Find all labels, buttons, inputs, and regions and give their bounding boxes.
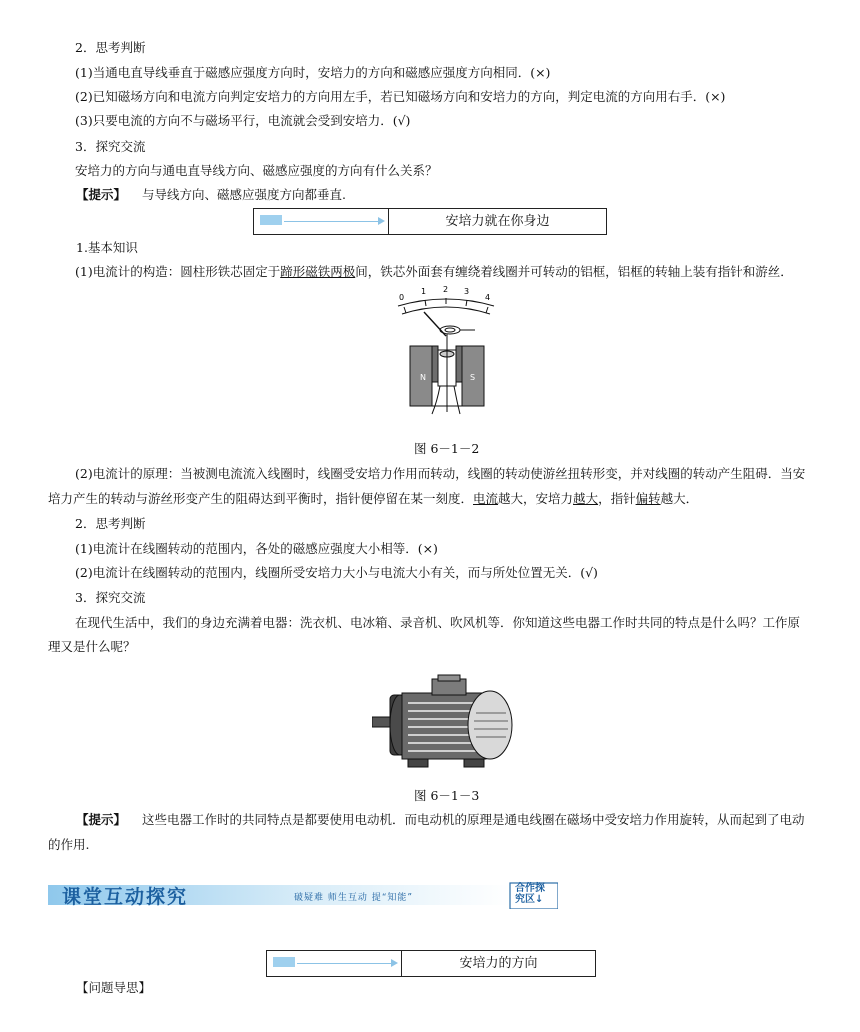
heading-exploration-2: 3．探究交流 bbox=[75, 590, 146, 605]
heading-judgment-2: 2．思考判断 bbox=[75, 516, 146, 531]
scale-1: 1 bbox=[421, 287, 427, 296]
section-tag-2 bbox=[267, 951, 402, 976]
galvanometer-figure bbox=[390, 284, 502, 424]
judgment-item-1: (1)当通电直导线垂直于磁感应强度方向时，安培力的方向和磁感应强度方向相同．(×) bbox=[75, 65, 551, 80]
tag-icon bbox=[260, 215, 282, 225]
scale-4: 4 bbox=[485, 293, 491, 302]
figure-caption-6-1-3: 图 6－1－3 bbox=[414, 788, 480, 803]
hint2-row bbox=[76, 810, 805, 828]
section-title: 安培力就在你身边 bbox=[445, 214, 550, 229]
arrow-icon-2 bbox=[391, 959, 398, 967]
heading-basic-knowledge: 1.基本知识 bbox=[76, 240, 138, 255]
section-title-2: 安培力的方向 bbox=[459, 956, 538, 971]
south-pole-label: S bbox=[470, 373, 476, 382]
hint2-text-line1: 这些电器工作时的共同特点是都要使用电动机．而电动机的原理是通电线圈在磁场中受安培力作用旋转，从而起到了电动 bbox=[142, 812, 805, 827]
exploration-question: 安培力的方向与通电直导线方向、磁感应强度的方向有什么关系？ bbox=[75, 163, 438, 178]
hint2-label: 【提示】 bbox=[76, 812, 127, 827]
arrow-icon bbox=[378, 217, 385, 225]
banner-slogan: 破疑难 师生互动 提“知能” bbox=[294, 893, 413, 903]
electric-motor-figure bbox=[372, 673, 518, 773]
question-guide-label: 【问题导思】 bbox=[76, 980, 152, 995]
galvanometer-principle-line1: (2)电流计的原理：当被测电流流入线圈时，线圈受安培力作用而转动，线圈的转动使游丝扭转形变，并对线圈的转动产生阻碍．当安 bbox=[75, 466, 806, 481]
judgment-item-3: (3)只要电流的方向不与磁场平行，电流就会受到安培力．(√) bbox=[75, 113, 411, 128]
judgment2-item-1: (1)电流计在线圈转动的范围内，各处的磁感应强度大小相等．(×) bbox=[75, 541, 438, 556]
scale-0: 0 bbox=[399, 293, 405, 302]
north-pole-label: N bbox=[420, 373, 426, 382]
judgment-item-2: (2)已知磁场方向和电流方向判定安培力的方向用左手，若已知磁场方向和安培力的方向，判定电流的方向用右手．(×) bbox=[75, 89, 726, 104]
judgment2-item-2: (2)电流计在线圈转动的范围内，线圈所受安培力大小与电流大小有关，而与所处位置无关．(√) bbox=[75, 565, 598, 580]
galvanometer-structure: (1)电流计的构造：圆柱形铁芯固定于蹄形磁铁两极间，铁芯外面套有缠绕着线圈并可转动的铝框，铝框的转轴上装有指针和游丝． bbox=[75, 264, 793, 279]
hint-row bbox=[76, 185, 346, 203]
heading-judgment: 2．思考判断 bbox=[75, 40, 146, 55]
hint-label: 【提示】 bbox=[76, 187, 127, 202]
heading-exploration: 3．探究交流 bbox=[75, 139, 146, 154]
section-tag bbox=[254, 209, 389, 234]
figure-caption-6-1-2: 图 6－1－2 bbox=[414, 441, 480, 456]
exploration2-question-line1: 在现代生活中，我们的身边充满着电器：洗衣机、电冰箱、录音机、吹风机等．你知道这些电器工作时共同的特点是什么吗？工作原 bbox=[75, 615, 801, 630]
exploration2-question-line2: 理又是什么呢？ bbox=[48, 639, 136, 654]
galvanometer-principle-line2: 培力产生的转动与游丝形变产生的阻碍达到平衡时，指针便停留在某一刻度．电流越大，安培力越大，指针偏转越大． bbox=[48, 491, 699, 506]
scale-3: 3 bbox=[464, 287, 470, 296]
tag-icon-2 bbox=[273, 957, 295, 967]
hint-text: 与导线方向、磁感应强度方向都垂直. bbox=[142, 187, 346, 202]
banner-title: 课堂互动探究 bbox=[62, 886, 189, 908]
classroom-banner bbox=[48, 881, 558, 909]
banner-tag: 合作探 究区↓ bbox=[515, 883, 545, 905]
scale-2: 2 bbox=[443, 285, 449, 294]
section-title-box bbox=[253, 208, 607, 235]
hint2-text-line2: 的作用. bbox=[48, 837, 90, 852]
section-title-box-2 bbox=[266, 950, 596, 977]
